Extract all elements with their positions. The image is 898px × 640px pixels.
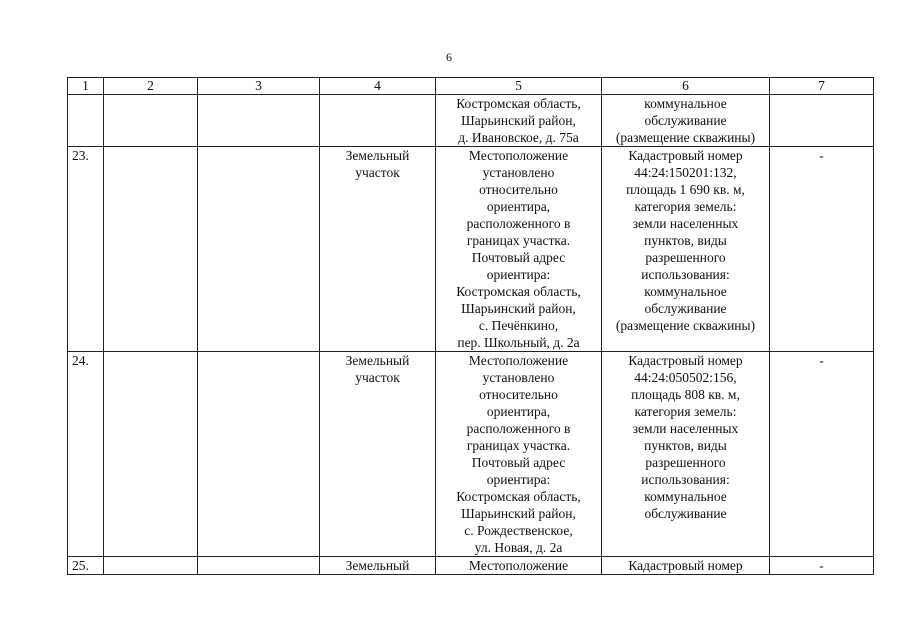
location-cell xyxy=(436,352,602,557)
column-header: 6 xyxy=(602,78,770,95)
object-type-cell xyxy=(320,95,436,147)
location-cell-line: ориентира: xyxy=(486,472,551,487)
cadastral-info-cell-line: площадь 1 690 кв. м, xyxy=(626,182,745,197)
location-cell-line: расположенного в xyxy=(466,421,571,436)
object-type-cell-line: участок xyxy=(355,165,400,180)
location-cell-line: с. Рождественское, xyxy=(464,523,573,538)
cadastral-info-cell-line: разрешенного xyxy=(645,455,726,470)
cadastral-info-cell xyxy=(602,147,770,352)
object-type-cell xyxy=(320,557,436,575)
cadastral-info-cell-line: площадь 808 кв. м, xyxy=(631,387,740,402)
cadastral-info-cell-line: пунктов, виды xyxy=(644,438,727,453)
column-header: 1 xyxy=(68,78,104,95)
location-cell-line: Шарьинский район, xyxy=(461,113,576,128)
column-3-cell xyxy=(198,557,320,575)
cadastral-info-cell-line: использования: xyxy=(641,472,730,487)
row-number-cell: 25. xyxy=(68,557,104,575)
row-number-cell: 24. xyxy=(68,352,104,557)
cadastral-info-cell-line: земли населенных xyxy=(632,216,739,231)
column-2-cell xyxy=(104,557,198,575)
location-cell-line: д. Ивановское, д. 75а xyxy=(458,130,579,145)
location-cell xyxy=(436,147,602,352)
cadastral-info-cell-line: Кадастровый номер xyxy=(628,558,743,573)
table-header-row xyxy=(68,78,874,95)
column-header: 4 xyxy=(320,78,436,95)
location-cell-line: ул. Новая, д. 2а xyxy=(474,540,563,555)
column-2-cell xyxy=(104,95,198,147)
location-cell-line: Местоположение xyxy=(468,148,569,163)
cadastral-info-cell-line: коммунальное xyxy=(644,284,727,299)
table-row xyxy=(68,352,874,557)
object-type-cell-line: Земельный xyxy=(345,353,410,368)
cadastral-info-cell-line: коммунальное xyxy=(644,489,727,504)
column-header: 7 xyxy=(770,78,874,95)
location-cell-line: с. Печёнкино, xyxy=(478,318,559,333)
cadastral-info-cell-line: обслуживание xyxy=(644,301,727,316)
cadastral-info-cell-line: разрешенного xyxy=(645,250,726,265)
row-number-cell xyxy=(68,95,104,147)
object-type-cell-line: участок xyxy=(355,370,400,385)
location-cell-line: расположенного в xyxy=(466,216,571,231)
cadastral-info-cell-line: обслуживание xyxy=(644,506,727,521)
location-cell-line: ориентира, xyxy=(486,404,551,419)
location-cell-line: Почтовый адрес xyxy=(471,250,566,265)
location-cell-line: ориентира, xyxy=(486,199,551,214)
location-cell-line: ориентира: xyxy=(486,267,551,282)
cadastral-info-cell xyxy=(602,352,770,557)
cadastral-info-cell-line: (размещение скважины) xyxy=(615,318,756,333)
object-type-cell-line: Земельный xyxy=(345,558,410,573)
column-header: 3 xyxy=(198,78,320,95)
location-cell-line: Почтовый адрес xyxy=(471,455,566,470)
column-header: 5 xyxy=(436,78,602,95)
page-number: 6 xyxy=(446,50,452,64)
location-cell-line: Костромская область, xyxy=(456,489,581,504)
column-3-cell xyxy=(198,147,320,352)
location-cell-line: относительно xyxy=(479,182,558,197)
column-7-cell: - xyxy=(770,557,874,575)
table-row xyxy=(68,95,874,147)
cadastral-info-cell-line: Кадастровый номер xyxy=(628,353,743,368)
cadastral-info-cell-line: обслуживание xyxy=(644,113,727,128)
location-cell-line: установлено xyxy=(482,370,555,385)
location-cell xyxy=(436,95,602,147)
cadastral-info-cell-line: Кадастровый номер xyxy=(628,148,743,163)
location-cell-line: установлено xyxy=(482,165,555,180)
column-2-cell xyxy=(104,352,198,557)
column-3-cell xyxy=(198,95,320,147)
column-2-cell xyxy=(104,147,198,352)
object-type-cell xyxy=(320,352,436,557)
location-cell-line: границах участка. xyxy=(466,438,571,453)
location-cell-line: Костромская область, xyxy=(456,96,581,111)
table-row xyxy=(68,557,874,575)
column-7-cell xyxy=(770,95,874,147)
column-7-cell: - xyxy=(770,352,874,557)
location-cell-line: Шарьинский район, xyxy=(461,301,576,316)
cadastral-info-cell-line: пунктов, виды xyxy=(644,233,727,248)
object-type-cell-line: Земельный xyxy=(345,148,410,163)
cadastral-info-cell-line: 44:24:050502:156, xyxy=(634,370,737,385)
cadastral-info-cell xyxy=(602,557,770,575)
table-body xyxy=(68,95,874,575)
location-cell-line: пер. Школьный, д. 2а xyxy=(457,335,580,350)
cadastral-info-cell xyxy=(602,95,770,147)
location-cell-line: относительно xyxy=(479,387,558,402)
cadastral-info-cell-line: 44:24:150201:132, xyxy=(634,165,737,180)
location-cell-line: Местоположение xyxy=(468,558,569,573)
column-header: 2 xyxy=(104,78,198,95)
location-cell-line: Местоположение xyxy=(468,353,569,368)
cadastral-info-cell-line: земли населенных xyxy=(632,421,739,436)
cadastral-info-cell-line: категория земель: xyxy=(634,199,737,214)
row-number-cell: 23. xyxy=(68,147,104,352)
cadastral-info-cell-line: использования: xyxy=(641,267,730,282)
table-row xyxy=(68,147,874,352)
column-7-cell: - xyxy=(770,147,874,352)
location-cell-line: границах участка. xyxy=(466,233,571,248)
land-plots-table xyxy=(67,77,874,575)
object-type-cell xyxy=(320,147,436,352)
cadastral-info-cell-line: коммунальное xyxy=(644,96,727,111)
location-cell xyxy=(436,557,602,575)
column-3-cell xyxy=(198,352,320,557)
cadastral-info-cell-line: категория земель: xyxy=(634,404,737,419)
location-cell-line: Шарьинский район, xyxy=(461,506,576,521)
cadastral-info-cell-line: (размещение скважины) xyxy=(615,130,756,145)
location-cell-line: Костромская область, xyxy=(456,284,581,299)
